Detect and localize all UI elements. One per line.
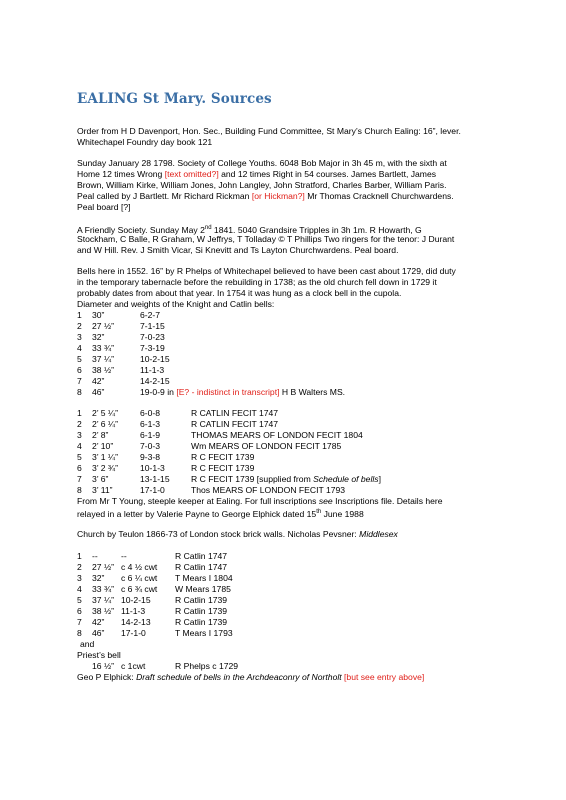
- table3-d: 27 ½”: [92, 562, 114, 572]
- table3-founder: R Catlin 1739: [175, 606, 228, 616]
- table1-d: 33 ¾”: [92, 343, 114, 353]
- table3-d: --: [92, 551, 98, 561]
- priest-w: c 1cwt: [121, 661, 146, 671]
- table2-w: 9-3-8: [140, 452, 161, 462]
- table1-w: 10-2-15: [140, 354, 170, 364]
- history-line-2: in the temporary tabernacle before the rebuilding in 1738; as the old church fell down in 1729 it: [77, 277, 437, 287]
- table2-w: 17-1-0: [140, 485, 165, 495]
- table2-inscription: R CATLIN FECIT 1747: [191, 408, 279, 418]
- table1-n: 1: [77, 310, 82, 320]
- annotation-see-above: [but see entry above]: [341, 672, 425, 682]
- peal-1798-line-1: Sunday January 28 1798. Society of College Youths. 6048 Bob Major in 3h 45 m, with the sixth at: [77, 158, 447, 168]
- table1-w: 7-1-15: [140, 321, 165, 331]
- table1-w: 7-0-23: [140, 332, 165, 342]
- table1-n: 3: [77, 332, 82, 342]
- table3-founder: R Catlin 1739: [175, 617, 228, 627]
- young-line-1: From Mr T Young, steeple keeper at Ealing. For full inscriptions see Inscriptions file. Details here: [77, 496, 443, 506]
- history-line-4: Diameter and weights of the Knight and Catlin bells:: [77, 299, 275, 309]
- table2-d: 2’ 6 ¼”: [92, 419, 118, 429]
- table2-inscription: Wm MEARS OF LONDON FECIT 1785: [191, 441, 342, 451]
- table1-n: 8: [77, 387, 82, 397]
- history-line-1: Bells here in 1552. 16” by R Phelps of Whitechapel believed to have been cast about 1729, did duty: [77, 266, 456, 276]
- table3-founder: R Catlin 1739: [175, 595, 228, 605]
- page-title: EALING St Mary. Sources: [77, 91, 272, 107]
- table2-w: 6-1-3: [140, 419, 161, 429]
- annotation-text-omitted: [text omitted?]: [164, 169, 219, 179]
- table3-n: 7: [77, 617, 82, 627]
- table2-d: 3’ 6”: [92, 474, 109, 484]
- table2-w: 6-1-9: [140, 430, 161, 440]
- table1-d: 42”: [92, 376, 105, 386]
- table3-founder: T Mears I 1804: [175, 573, 233, 583]
- table2-n: 8: [77, 485, 82, 495]
- table3-founder: R Catlin 1747: [175, 551, 228, 561]
- table1-w: 7-3-19: [140, 343, 165, 353]
- table1-w: 11-1-3: [140, 365, 165, 375]
- and-label: and: [80, 639, 95, 649]
- table1-d: 37 ¼”: [92, 354, 114, 364]
- peal-1798-line-5: Peal board [?]: [77, 202, 131, 212]
- peal-1841-line-1: A Friendly Society. Sunday May 2nd 1841. 5040 Grandsire Tripples in 3h 1m. R Howarth, G: [77, 224, 422, 235]
- table3-n: 8: [77, 628, 82, 638]
- elphick-schedule-line: Geo P Elphick: Draft schedule of bells in the Archdeaconry of Northolt [but see entry above]: [77, 672, 425, 682]
- table3-founder: W Mears 1785: [175, 584, 231, 594]
- table2-n: 3: [77, 430, 82, 440]
- table3-n: 5: [77, 595, 82, 605]
- table2-d: 2’ 8”: [92, 430, 109, 440]
- table3-d: 37 ¼”: [92, 595, 114, 605]
- table2-n: 5: [77, 452, 82, 462]
- table1-n: 4: [77, 343, 82, 353]
- peal-1798-line-3: Brown, William Kirke, William Jones, John Langley, John Stratford, Charles Barber, William Paris.: [77, 180, 447, 190]
- table1-n: 7: [77, 376, 82, 386]
- table2-w: 6-0-8: [140, 408, 161, 418]
- priests-bell-label: Priest’s bell: [77, 650, 121, 660]
- table1-d: 30”: [92, 310, 105, 320]
- table3-d: 42”: [92, 617, 105, 627]
- table2-d: 3’ 1 ¼”: [92, 452, 118, 462]
- annotation-indistinct: [E? - indistinct in transcript]: [176, 387, 280, 397]
- table3-d: 32”: [92, 573, 105, 583]
- table2-d: 2’ 5 ¼”: [92, 408, 118, 418]
- peal-1841-line-3: and W Hill. Rev. J Smith Vicar, Si Knevitt and Ts Layton Churchwardens. Peal board.: [77, 245, 399, 255]
- table1-d: 27 ½”: [92, 321, 114, 331]
- table3-w: 14-2-13: [121, 617, 151, 627]
- table1-n: 5: [77, 354, 82, 364]
- table2-d: 2’ 10”: [92, 441, 114, 451]
- table2-inscription: R C FECIT 1739 [supplied from Schedule of bells]: [191, 474, 381, 484]
- table2-n: 2: [77, 419, 82, 429]
- table2-d: 3’ 11”: [92, 485, 113, 495]
- pevsner-line: Church by Teulon 1866-73 of London stock brick walls. Nicholas Pevsner: Middlesex: [77, 529, 398, 539]
- table2-d: 3’ 2 ¾”: [92, 463, 118, 473]
- table3-n: 4: [77, 584, 82, 594]
- table2-n: 7: [77, 474, 82, 484]
- table2-w: 7-0-3: [140, 441, 161, 451]
- table2-n: 4: [77, 441, 82, 451]
- table3-d: 46”: [92, 628, 105, 638]
- table3-founder: R Catlin 1747: [175, 562, 228, 572]
- table3-w: c 4 ½ cwt: [121, 562, 158, 572]
- table2-inscription: R CATLIN FECIT 1747: [191, 419, 279, 429]
- priest-founder: R Phelps c 1729: [175, 661, 239, 671]
- table3-w: 17-1-0: [121, 628, 146, 638]
- table2-inscription: THOMAS MEARS OF LONDON FECIT 1804: [191, 430, 363, 440]
- table3-d: 33 ¾”: [92, 584, 114, 594]
- table2-n: 1: [77, 408, 82, 418]
- table2-inscription: R C FECIT 1739: [191, 452, 255, 462]
- table3-w: 10-2-15: [121, 595, 151, 605]
- table1-w: 6-2-7: [140, 310, 161, 320]
- table2-n: 6: [77, 463, 82, 473]
- table1-d: 32”: [92, 332, 105, 342]
- table3-n: 2: [77, 562, 82, 572]
- table1-w: 14-2-15: [140, 376, 170, 386]
- table3-founder: T Mears I 1793: [175, 628, 233, 638]
- table1-w-last: 19-0-9 in [E? - indistinct in transcript] H B Walters MS.: [140, 387, 346, 397]
- priest-d: 16 ½”: [92, 661, 114, 671]
- table1-n: 6: [77, 365, 82, 375]
- table3-w: c 6 ¾ cwt: [121, 584, 158, 594]
- table2-inscription: R C FECIT 1739: [191, 463, 255, 473]
- history-line-3: probably dates from about that year. In 1754 it was hung as a clock bell in the cupola.: [77, 288, 402, 298]
- table1-n: 2: [77, 321, 82, 331]
- table2-inscription: Thos MEARS OF LONDON FECIT 1793: [191, 485, 346, 495]
- table3-w: --: [121, 551, 127, 561]
- annotation-hickman: [or Hickman?]: [251, 191, 305, 201]
- table3-n: 6: [77, 606, 82, 616]
- table3-d: 38 ½”: [92, 606, 114, 616]
- table3-n: 1: [77, 551, 82, 561]
- table2-w: 13-1-15: [140, 474, 170, 484]
- table3-w: c 6 ¼ cwt: [121, 573, 158, 583]
- peal-1798-line-4: Peal called by J Bartlett. Mr Richard Rickman [or Hickman?] Mr Thomas Cracknell Churchwardens.: [77, 191, 454, 201]
- peal-1798-line-2: Home 12 times Wrong [text omitted?] and 12 times Right in 54 courses. James Bartlett, James: [77, 169, 437, 179]
- young-line-2: relayed in a letter by Valerie Payne to George Elphick dated 15th June 1988: [77, 508, 364, 519]
- order-line-1: Order from H D Davenport, Hon. Sec., Building Fund Committee, St Mary’s Church Ealing: 16”, lever.: [77, 126, 461, 136]
- order-line-2: Whitechapel Foundry day book 121: [77, 137, 213, 147]
- table3-w: 11-1-3: [121, 606, 146, 616]
- table2-w: 10-1-3: [140, 463, 165, 473]
- table3-n: 3: [77, 573, 82, 583]
- table1-d: 38 ½”: [92, 365, 114, 375]
- table1-d: 46”: [92, 387, 105, 397]
- peal-1841-line-2: Stockham, C Balle, R Graham, W Jeffrys, T Tolladay © T Phillips Two ringers for the tenor: J Durant: [77, 234, 455, 244]
